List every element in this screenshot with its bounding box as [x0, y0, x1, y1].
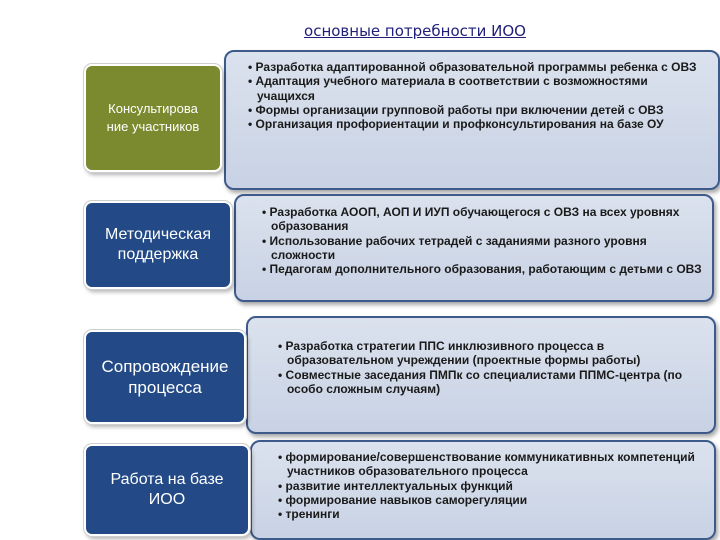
bullet-list: [260, 205, 702, 276]
needs-panel-consulting: [224, 50, 720, 190]
list-item: • Разработка стратегии ППС инклюзивного процесса в образовательном учреждении (проектные формы работы): [276, 339, 704, 368]
needs-panel-support: [246, 316, 716, 434]
list-item: • тренинги: [276, 507, 704, 521]
list-item: • Адаптация учебного материала в соответствии с возможностями учащихся: [246, 74, 708, 103]
needs-panel-methodical: [234, 194, 714, 302]
list-item: • формирование/совершенствование коммуникативных компетенций участников образовательного процесса: [276, 450, 704, 479]
list-item: • Разработка адаптированной образовательной программы ребенка с ОВЗ: [246, 60, 708, 74]
list-item: • Совместные заседания ПМПк со специалистами ППМС-центра (по особо сложным случаям): [276, 368, 704, 397]
list-item: • Разработка АООП, АОП И ИУП обучающегося с ОВЗ на всех уровнях образования: [260, 205, 702, 234]
category-label-methodical: Методическая поддержка: [84, 201, 232, 289]
list-item: • Педагогам дополнительного образования, работающим с детьми с ОВЗ: [260, 262, 702, 276]
category-label-work: Работа на базе ИОО: [84, 444, 250, 536]
list-item: • формирование навыков саморегуляции: [276, 493, 704, 507]
bullet-list: [276, 450, 704, 521]
bullet-list: [246, 60, 708, 131]
page-title: основные потребности ИОО: [304, 22, 526, 40]
needs-panel-work: [250, 440, 716, 540]
category-label-consulting: Консультирова ние участников: [84, 64, 222, 172]
list-item: • Формы организации групповой работы при включении детей с ОВЗ: [246, 103, 708, 117]
category-label-support: Сопровождение процесса: [84, 330, 246, 424]
list-item: • Организация профориентации и профконсультирования на базе ОУ: [246, 117, 708, 131]
bullet-list: [276, 339, 704, 396]
list-item: • Использование рабочих тетрадей с заданиями разного уровня сложности: [260, 234, 702, 263]
list-item: • развитие интеллектуальных функций: [276, 479, 704, 493]
